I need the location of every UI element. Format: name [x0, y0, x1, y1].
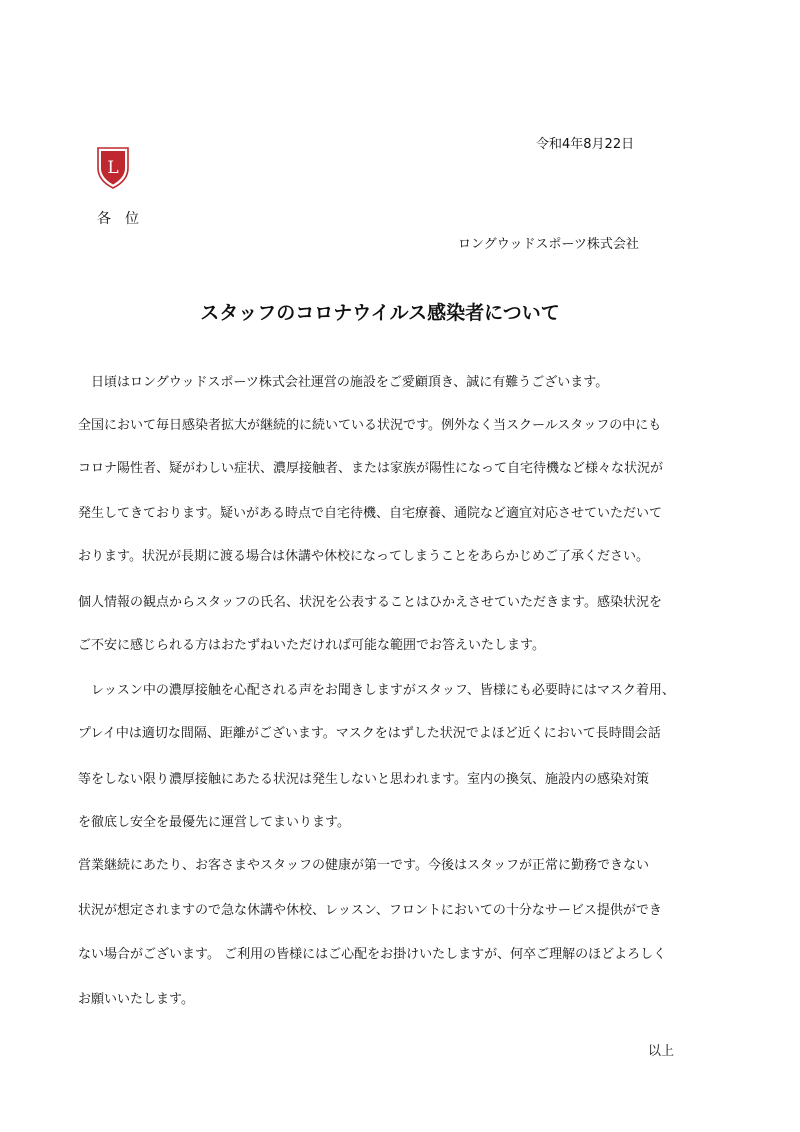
body-line: ご不安に感じられる方はおたずねいただければ可能な範囲でお答えいたします。	[78, 638, 545, 653]
body-line: 日頃はロングウッドスポーツ株式会社運営の施設をご愛顧頂き、誠に有難うございます。	[78, 375, 609, 390]
logo-letter: L	[107, 158, 119, 178]
body-line: 個人情報の観点からスタッフの氏名、状況を公表することはひかえさせていただきます。感染状況を	[78, 595, 662, 610]
body-line: 営業継続にあたり、お客さまやスタッフの健康が第一です。今後はスタッフが正常に勤務できない	[78, 858, 649, 873]
body-line: おります。状況が長期に渡る場合は休講や休校になってしまうことをあらかじめご了承ください。	[78, 549, 649, 564]
company-name: ロングウッドスポーツ株式会社	[458, 237, 639, 252]
body-line: コロナ陽性者、疑がわしい症状、濃厚接触者、または家族が陽性になって自宅待機など様々な状況が	[78, 461, 664, 476]
recipient: 各 位	[97, 211, 139, 227]
body-line: を徹底し安全を最優先に運営してまいります。	[78, 815, 350, 830]
body-line: ない場合がございます。 ご利用の皆様にはご心配をお掛けいたしますが、何卒ご理解のほどよろしく	[78, 947, 667, 962]
closing-remark: 以上	[648, 1044, 675, 1059]
document-title: スタッフのコロナウイルス感染者について	[200, 302, 560, 324]
body-line: 全国において毎日感染者拡大が継続的に続いている状況です。例外なく当スクールスタッフの中にも	[78, 418, 662, 433]
body-line: プレイ中は適切な間隔、距離がございます。マスクをはずした状況でよほど近くにおいて長時間会話	[78, 726, 661, 741]
company-logo-shield-icon	[96, 147, 130, 189]
body-line: お願いいたします。	[78, 992, 194, 1007]
body-line: 等をしない限り濃厚接触にあたる状況は発生しないと思われます。室内の換気、施設内の感染対策	[78, 772, 649, 787]
body-line: 発生してきております。疑いがある時点で自宅待機、自宅療養、通院など適宜対応させていただいて	[78, 506, 662, 521]
document-date: 令和4年8月22日	[536, 137, 635, 152]
body-line: レッスン中の濃厚接触を心配される声をお聞きしますがスタッフ、皆様にも必要時にはマスク着用、	[78, 683, 675, 698]
body-line: 状況が想定されますので急な休講や休校、レッスン、フロントにおいての十分なサービス提供ができ	[78, 903, 662, 918]
